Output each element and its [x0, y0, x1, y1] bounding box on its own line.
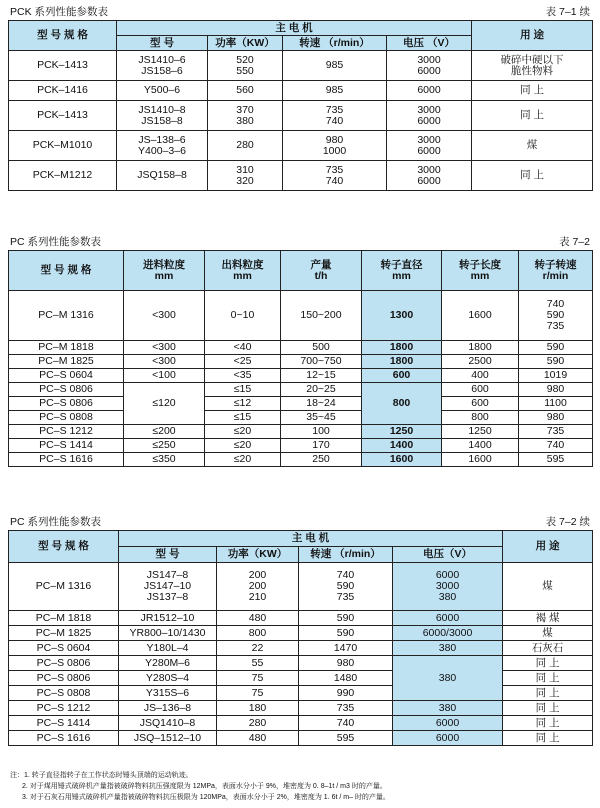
model-cell: PCK–M1010 — [9, 131, 117, 161]
header-type: 型 号 — [117, 36, 208, 51]
use-cell: 同 上 — [503, 716, 593, 731]
header-rotor-speed: 转子转速 r/min — [519, 251, 593, 291]
use-cell: 同 上 — [472, 101, 593, 131]
model-cell: PC–S 1414 — [9, 716, 119, 731]
discharge-cell: <35 — [205, 369, 281, 383]
output-cell: 500 — [281, 341, 362, 355]
header-type: 型 号 — [119, 547, 217, 563]
header-output: 产量 t/h — [281, 251, 362, 291]
power-cell: 370 380 — [208, 101, 283, 131]
type-cell: JSQ–1512–10 — [119, 731, 217, 746]
discharge-cell: ≤15 — [205, 411, 281, 425]
type-cell: Y280S–4 — [119, 671, 217, 686]
voltage-cell: 380 — [393, 656, 503, 701]
header-power: 功率（KW） — [217, 547, 299, 563]
output-cell: 250 — [281, 453, 362, 467]
output-cell: 20~25 — [281, 383, 362, 397]
rotor-diameter-cell: 1600 — [362, 453, 442, 467]
use-cell: 褐 煤 — [503, 611, 593, 626]
header-motor: 主 电 机 — [119, 531, 503, 547]
rotor-length-cell: 600 — [442, 397, 519, 411]
type-cell: Y280M–6 — [119, 656, 217, 671]
power-cell: 800 — [217, 626, 299, 641]
type-cell: Y180L–4 — [119, 641, 217, 656]
section2-table-number: 表 7–2 — [559, 236, 590, 248]
type-cell: JS–136–8 — [119, 701, 217, 716]
model-cell: PC–S 0808 — [9, 411, 124, 425]
output-cell: 700~750 — [281, 355, 362, 369]
section3-table-number: 表 7–2 续 — [545, 516, 590, 528]
table-row — [9, 731, 593, 746]
voltage-cell: 380 — [393, 641, 503, 656]
table-row — [9, 641, 593, 656]
rotor-length-cell: 600 — [442, 383, 519, 397]
feed-cell: ≤250 — [124, 439, 205, 453]
header-feed-size: 进料粒度 mm — [124, 251, 205, 291]
table-row — [9, 671, 593, 686]
feed-cell: ≤120 — [124, 383, 205, 425]
table-row — [9, 369, 593, 383]
rotor-speed-cell: 740 590 735 — [519, 291, 593, 341]
use-cell: 同 上 — [503, 656, 593, 671]
rotor-length-cell: 400 — [442, 369, 519, 383]
use-cell: 同 上 — [472, 81, 593, 101]
type-cell: YR800–10/1430 — [119, 626, 217, 641]
speed-cell: 590 — [299, 611, 393, 626]
rotor-diameter-cell: 1800 — [362, 341, 442, 355]
type-cell: JSQ1410–8 — [119, 716, 217, 731]
table-row — [9, 383, 593, 397]
output-cell: 100 — [281, 425, 362, 439]
model-cell: PC–M 1316 — [9, 291, 124, 341]
type-cell: JS1410–8 JS158–8 — [117, 101, 208, 131]
discharge-cell: ≤20 — [205, 425, 281, 439]
speed-cell: 985 — [283, 51, 387, 81]
feed-cell: ≤200 — [124, 425, 205, 439]
rotor-length-cell: 1400 — [442, 439, 519, 453]
pc-motor-table — [8, 530, 593, 746]
speed-cell: 990 — [299, 686, 393, 701]
use-cell: 煤 — [503, 626, 593, 641]
model-cell: PC–S 0806 — [9, 656, 119, 671]
power-cell: 55 — [217, 656, 299, 671]
discharge-cell: ≤12 — [205, 397, 281, 411]
table-row — [9, 51, 593, 81]
feed-cell: <300 — [124, 341, 205, 355]
header-model: 型 号 规 格 — [9, 251, 124, 291]
discharge-cell: <40 — [205, 341, 281, 355]
table-row — [9, 716, 593, 731]
speed-cell: 740 — [299, 716, 393, 731]
use-cell: 煤 — [503, 563, 593, 611]
speed-cell: 735 — [299, 701, 393, 716]
feed-cell: <100 — [124, 369, 205, 383]
rotor-speed-cell: 980 — [519, 383, 593, 397]
use-cell: 石灰石 — [503, 641, 593, 656]
pck-motor-table — [8, 20, 593, 191]
use-cell: 破碎中硬以下 脆性物料 — [472, 51, 593, 81]
voltage-cell: 6000 — [393, 731, 503, 746]
header-motor: 主 电 机 — [117, 21, 472, 36]
rotor-length-cell: 1800 — [442, 341, 519, 355]
speed-cell: 595 — [299, 731, 393, 746]
rotor-length-cell: 1600 — [442, 291, 519, 341]
model-cell: PC–M 1825 — [9, 355, 124, 369]
table-row — [9, 131, 593, 161]
model-cell: PCK–1413 — [9, 101, 117, 131]
model-cell: PC–M 1818 — [9, 611, 119, 626]
power-cell: 22 — [217, 641, 299, 656]
type-cell: JS147–8 JS147–10 JS137–8 — [119, 563, 217, 611]
rotor-diameter-cell: 600 — [362, 369, 442, 383]
type-cell: JS1410–6 JS158–6 — [117, 51, 208, 81]
section1-table-number: 表 7–1 续 — [545, 6, 590, 18]
header-discharge-size: 出料粒度 mm — [205, 251, 281, 291]
rotor-speed-cell: 735 — [519, 425, 593, 439]
type-cell: JR1512–10 — [119, 611, 217, 626]
rotor-diameter-cell: 1250 — [362, 425, 442, 439]
model-cell: PC–S 1414 — [9, 439, 124, 453]
power-cell: 280 — [217, 716, 299, 731]
power-cell: 75 — [217, 671, 299, 686]
model-cell: PC–S 0604 — [9, 369, 124, 383]
table-row — [9, 611, 593, 626]
power-cell: 75 — [217, 686, 299, 701]
table-row — [9, 291, 593, 341]
rotor-speed-cell: 595 — [519, 453, 593, 467]
use-cell: 同 上 — [503, 686, 593, 701]
footnotes — [10, 770, 594, 803]
table-row — [9, 701, 593, 716]
section1-title: PCK 系列性能参数表 — [10, 6, 109, 18]
rotor-length-cell: 1600 — [442, 453, 519, 467]
model-cell: PC–S 1212 — [9, 425, 124, 439]
rotor-diameter-cell: 800 — [362, 383, 442, 425]
table-row — [9, 563, 593, 611]
pc-performance-table — [8, 250, 593, 467]
rotor-speed-cell: 590 — [519, 355, 593, 369]
rotor-speed-cell: 590 — [519, 341, 593, 355]
model-cell: PC–M 1825 — [9, 626, 119, 641]
footnote-2: 2. 对于煤用锤式破碎机产量指被破碎物料抗压强度限为 12MPa，表面水分小于 9%，堆密度为 0. 8–1t / m3 时的产量。 — [22, 783, 387, 790]
feed-cell: <300 — [124, 355, 205, 369]
speed-cell: 980 — [299, 656, 393, 671]
feed-cell: ≤350 — [124, 453, 205, 467]
rotor-diameter-cell: 1300 — [362, 291, 442, 341]
model-cell: PC–S 1616 — [9, 453, 124, 467]
rotor-length-cell: 2500 — [442, 355, 519, 369]
header-use: 用 途 — [472, 21, 593, 51]
rotor-speed-cell: 1100 — [519, 397, 593, 411]
footnote-1: 注：1. 转子直径指转子在工作状态时锤头顶端的运动轨迹。 — [10, 772, 193, 779]
model-cell: PC–M 1818 — [9, 341, 124, 355]
table-row — [9, 341, 593, 355]
type-cell: Y315S–6 — [119, 686, 217, 701]
feed-cell: <300 — [124, 291, 205, 341]
power-cell: 200 200 210 — [217, 563, 299, 611]
header-power: 功率（KW） — [208, 36, 283, 51]
speed-cell: 740 590 735 — [299, 563, 393, 611]
speed-cell: 985 — [283, 81, 387, 101]
model-cell: PCK–1416 — [9, 81, 117, 101]
rotor-speed-cell: 980 — [519, 411, 593, 425]
model-cell: PCK–M1212 — [9, 161, 117, 191]
section2-title: PC 系列性能参数表 — [10, 236, 102, 248]
table-row — [9, 453, 593, 467]
speed-cell: 590 — [299, 626, 393, 641]
rotor-length-cell: 1250 — [442, 425, 519, 439]
header-speed: 转速 （r/min） — [283, 36, 387, 51]
power-cell: 480 — [217, 731, 299, 746]
table-row — [9, 161, 593, 191]
footnote-3: 3. 对于石灰石用锤式破碎机产量指被破碎物料抗压极限为 120MPa，表面水分小于 2%，堆密度为 1. 6t / m– 时的产量。 — [22, 794, 390, 801]
speed-cell: 980 1000 — [283, 131, 387, 161]
rotor-length-cell: 800 — [442, 411, 519, 425]
section3-title: PC 系列性能参数表 — [10, 516, 102, 528]
voltage-cell: 6000 3000 380 — [393, 563, 503, 611]
output-cell: 18~24 — [281, 397, 362, 411]
use-cell: 煤 — [472, 131, 593, 161]
model-cell: PC–S 1616 — [9, 731, 119, 746]
model-cell: PC–S 1212 — [9, 701, 119, 716]
model-cell: PC–S 0806 — [9, 383, 124, 397]
header-speed: 转速 （r/min） — [299, 547, 393, 563]
table-row — [9, 101, 593, 131]
header-model: 型 号 规 格 — [9, 531, 119, 563]
voltage-cell: 3000 6000 — [387, 51, 472, 81]
header-use: 用 途 — [503, 531, 593, 563]
voltage-cell: 3000 6000 — [387, 131, 472, 161]
discharge-cell: <25 — [205, 355, 281, 369]
type-cell: JS–138–6 Y400–3–6 — [117, 131, 208, 161]
header-voltage: 电压（V） — [393, 547, 503, 563]
discharge-cell: 0~10 — [205, 291, 281, 341]
model-cell: PC–M 1316 — [9, 563, 119, 611]
header-rotor-length: 转子长度 mm — [442, 251, 519, 291]
power-cell: 310 320 — [208, 161, 283, 191]
voltage-cell: 6000 — [393, 611, 503, 626]
rotor-diameter-cell: 1800 — [362, 355, 442, 369]
voltage-cell: 380 — [393, 701, 503, 716]
power-cell: 480 — [217, 611, 299, 626]
voltage-cell: 6000 — [387, 81, 472, 101]
rotor-speed-cell: 740 — [519, 439, 593, 453]
output-cell: 170 — [281, 439, 362, 453]
type-cell: JSQ158–8 — [117, 161, 208, 191]
power-cell: 520 550 — [208, 51, 283, 81]
table-row — [9, 626, 593, 641]
table-row — [9, 656, 593, 671]
use-cell: 同 上 — [472, 161, 593, 191]
model-cell: PC–S 0806 — [9, 671, 119, 686]
table-row — [9, 355, 593, 369]
table-row — [9, 81, 593, 101]
output-cell: 150~200 — [281, 291, 362, 341]
header-model: 型 号 规 格 — [9, 21, 117, 51]
use-cell: 同 上 — [503, 731, 593, 746]
voltage-cell: 6000/3000 — [393, 626, 503, 641]
speed-cell: 735 740 — [283, 101, 387, 131]
table-row — [9, 439, 593, 453]
table-row — [9, 411, 593, 425]
discharge-cell: ≤20 — [205, 453, 281, 467]
speed-cell: 1480 — [299, 671, 393, 686]
discharge-cell: ≤15 — [205, 383, 281, 397]
voltage-cell: 3000 6000 — [387, 161, 472, 191]
use-cell: 同 上 — [503, 671, 593, 686]
use-cell: 同 上 — [503, 701, 593, 716]
model-cell: PC–S 0808 — [9, 686, 119, 701]
table-row — [9, 686, 593, 701]
header-voltage: 电压 （V） — [387, 36, 472, 51]
discharge-cell: ≤20 — [205, 439, 281, 453]
power-cell: 180 — [217, 701, 299, 716]
power-cell: 280 — [208, 131, 283, 161]
speed-cell: 1470 — [299, 641, 393, 656]
power-cell: 560 — [208, 81, 283, 101]
table-row — [9, 397, 593, 411]
type-cell: Y500–6 — [117, 81, 208, 101]
model-cell: PCK–1413 — [9, 51, 117, 81]
model-cell: PC–S 0604 — [9, 641, 119, 656]
table-row — [9, 425, 593, 439]
header-rotor-diameter: 转子直径 mm — [362, 251, 442, 291]
output-cell: 12~15 — [281, 369, 362, 383]
voltage-cell: 3000 6000 — [387, 101, 472, 131]
speed-cell: 735 740 — [283, 161, 387, 191]
rotor-diameter-cell: 1400 — [362, 439, 442, 453]
model-cell: PC–S 0806 — [9, 397, 124, 411]
voltage-cell: 6000 — [393, 716, 503, 731]
rotor-speed-cell: 1019 — [519, 369, 593, 383]
output-cell: 35~45 — [281, 411, 362, 425]
